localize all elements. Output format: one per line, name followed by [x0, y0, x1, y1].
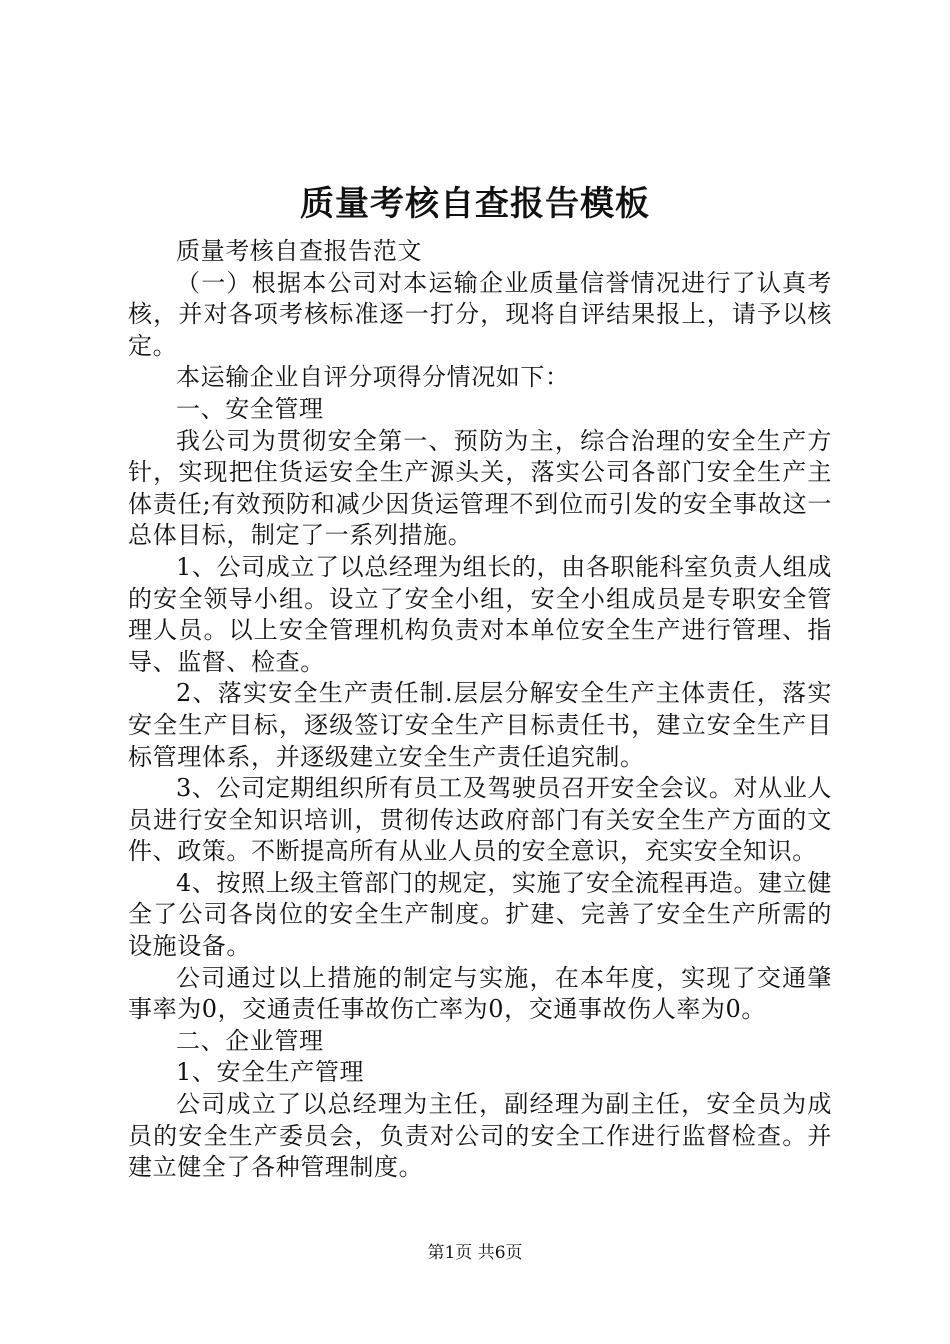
- paragraph-results: 公司通过以上措施的制定与实施，在本年度，实现了交通肇事率为0，交通责任事故伤亡率为0，交通事故伤人率为0。: [128, 963, 832, 1024]
- paragraph-intro: （一）根据本公司对本运输企业质量信誉情况进行了认真考核，并对各项考核标准逐一打分，现将自评结果报上，请予以核定。: [128, 268, 832, 360]
- document-title: 质量考核自查报告模板: [300, 184, 650, 224]
- section-heading-enterprise: 二、企业管理: [176, 1026, 324, 1055]
- paragraph-item-2: 2、落实安全生产责任制.层层分解安全生产主体责任，落实安全生产目标，逐级签订安全生产目标责任书，建立安全生产目标管理体系，并逐级建立安全生产责任追究制。: [128, 679, 832, 771]
- paragraph-committee: 公司成立了以总经理为主任，副经理为副主任，安全员为成员的安全生产委员会，负责对公司的安全工作进行监督检查。并建立健全了各种管理制度。: [128, 1090, 832, 1182]
- document-body: [128, 236, 832, 1184]
- paragraph-item-4: 4、按照上级主管部门的规定，实施了安全流程再造。建立健全了公司各岗位的安全生产制度。扩建、完善了安全生产所需的设施设备。: [128, 868, 832, 961]
- paragraph-item-3: 3、公司定期组织所有员工及驾驶员召开安全会议。对从业人员进行安全知识培训，贯彻传达政府部门有关安全生产方面的文件、政策。不断提高所有从业人员的安全意识，充实安全知识。: [128, 774, 832, 866]
- subsection-heading-safety-production: 1、安全生产管理: [176, 1058, 365, 1087]
- paragraph-item-1: 1、公司成立了以总经理为组长的，由各职能科室负责人组成的安全领导小组。设立了安全小组，安全小组成员是专职安全管理人员。以上安全管理机构负责对本单位安全生产进行管理、指导、监督、检查。: [128, 552, 832, 676]
- page-number-footer: 第1页 共6页: [427, 1243, 523, 1263]
- paragraph-subtitle: 质量考核自查报告范文: [176, 237, 422, 265]
- paragraph-score-summary: 本运输企业自评分项得分情况如下：: [176, 363, 570, 392]
- paragraph-safety-policy: 我公司为贯彻安全第一、预防为主，综合治理的安全生产方针，实现把住货运安全生产源头关，落实公司各部门安全生产主体责任;有效预防和减少因货运管理不到位而引发的安全事故这一总体目标，制定了一系列措施。: [128, 426, 832, 550]
- section-heading-safety: 一、安全管理: [176, 394, 324, 423]
